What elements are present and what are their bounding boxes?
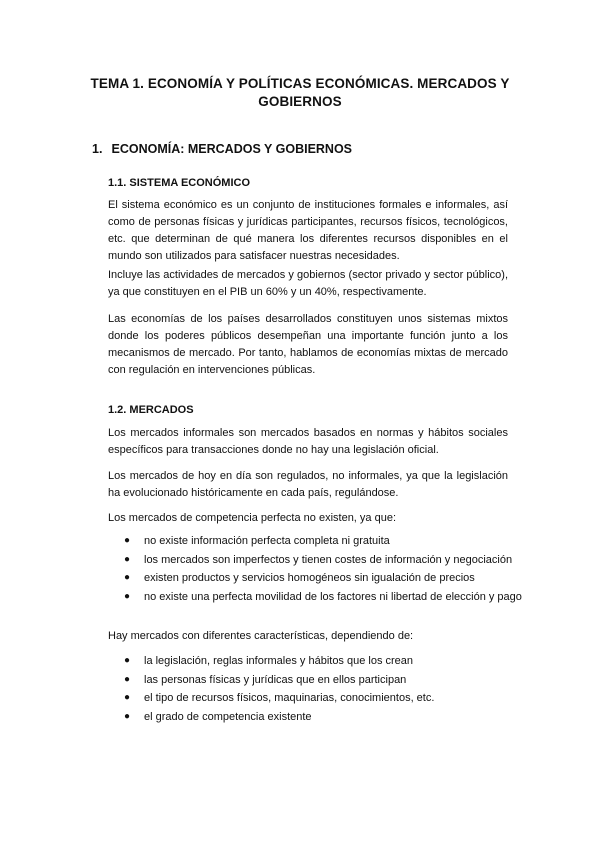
paragraph-mercados-2: Los mercados de hoy en día son regulados, no informales, ya que la legislación ha evolucionado históricamente en cada país, regulándose. xyxy=(108,470,508,499)
bullet-icon: ● xyxy=(124,535,131,546)
list-item: ● la legislación, reglas informales y hábitos que los crean xyxy=(124,652,524,671)
paragraph-mercados-3: Los mercados de competencia perfecta no existen, ya que: xyxy=(108,512,397,524)
bullet-icon: ● xyxy=(124,655,131,666)
title-line-1: TEMA 1. ECONOMÍA Y POLÍTICAS ECONÓMICAS. MERCADOS Y xyxy=(90,76,510,91)
section-heading xyxy=(92,141,352,157)
bullet-icon: ● xyxy=(124,710,131,722)
paragraph-sistema-3: Las economías de los países desarrollados constituyen unos sistemas mixtos donde los poderes públicos desempeñan una importante función junto a los mecanismos de mercado. Por tanto, hablamos de economías mixtas de mercado con regulación en intervenciones públicas. xyxy=(108,313,508,376)
bullet-icon: ● xyxy=(124,692,131,703)
title-line-2: GOBIERNOS xyxy=(258,94,342,109)
bullet-icon: ● xyxy=(124,553,131,565)
section-number: 1. xyxy=(92,142,103,156)
section-label: ECONOMÍA: MERCADOS Y GOBIERNOS xyxy=(111,142,353,156)
list-item: ● los mercados son imperfectos y tienen costes de información y negociación xyxy=(124,551,524,570)
subsection-heading-sistema: 1.1. SISTEMA ECONÓMICO xyxy=(108,177,251,189)
subsection-heading-mercados: 1.2. MERCADOS xyxy=(108,404,194,416)
paragraph-mercados-4: Hay mercados con diferentes características, dependiendo de: xyxy=(108,630,414,642)
paragraph-sistema-2: Incluye las actividades de mercados y gobiernos (sector privado y sector público), ya que constituyen en el PIB un 60% y un 40%, respectivamente. xyxy=(108,269,508,298)
bullet-icon: ● xyxy=(124,590,131,602)
list-item: ● no existe una perfecta movilidad de los factores ni libertad de elección y pago xyxy=(124,588,524,607)
list-item: ● no existe información perfecta completa ni gratuita xyxy=(124,532,524,551)
paragraph-mercados-1: Los mercados informales son mercados basados en normas y hábitos sociales específicos para transacciones donde no hay una legislación oficial. xyxy=(108,427,508,456)
list-item: ● el grado de competencia existente xyxy=(124,708,524,727)
bullet-icon: ● xyxy=(124,673,131,685)
list-caracteristicas xyxy=(124,652,524,726)
bullet-icon: ● xyxy=(124,572,131,583)
document-title xyxy=(90,75,510,111)
list-competencia xyxy=(124,532,524,606)
list-item: ● el tipo de recursos físicos, maquinarias, conocimientos, etc. xyxy=(124,689,524,708)
paragraph-sistema-1: El sistema económico es un conjunto de instituciones formales e informales, así como de personas físicas y jurídicas participantes, recursos físicos, tecnológicos, etc. que determinan de qué manera los diferentes recursos disponibles en el mundo son utilizados para satisfacer nuestras necesidades. xyxy=(108,199,508,262)
list-item: ● las personas físicas y jurídicas que en ellos participan xyxy=(124,671,524,690)
list-item: ● existen productos y servicios homogéneos sin igualación de precios xyxy=(124,569,524,588)
